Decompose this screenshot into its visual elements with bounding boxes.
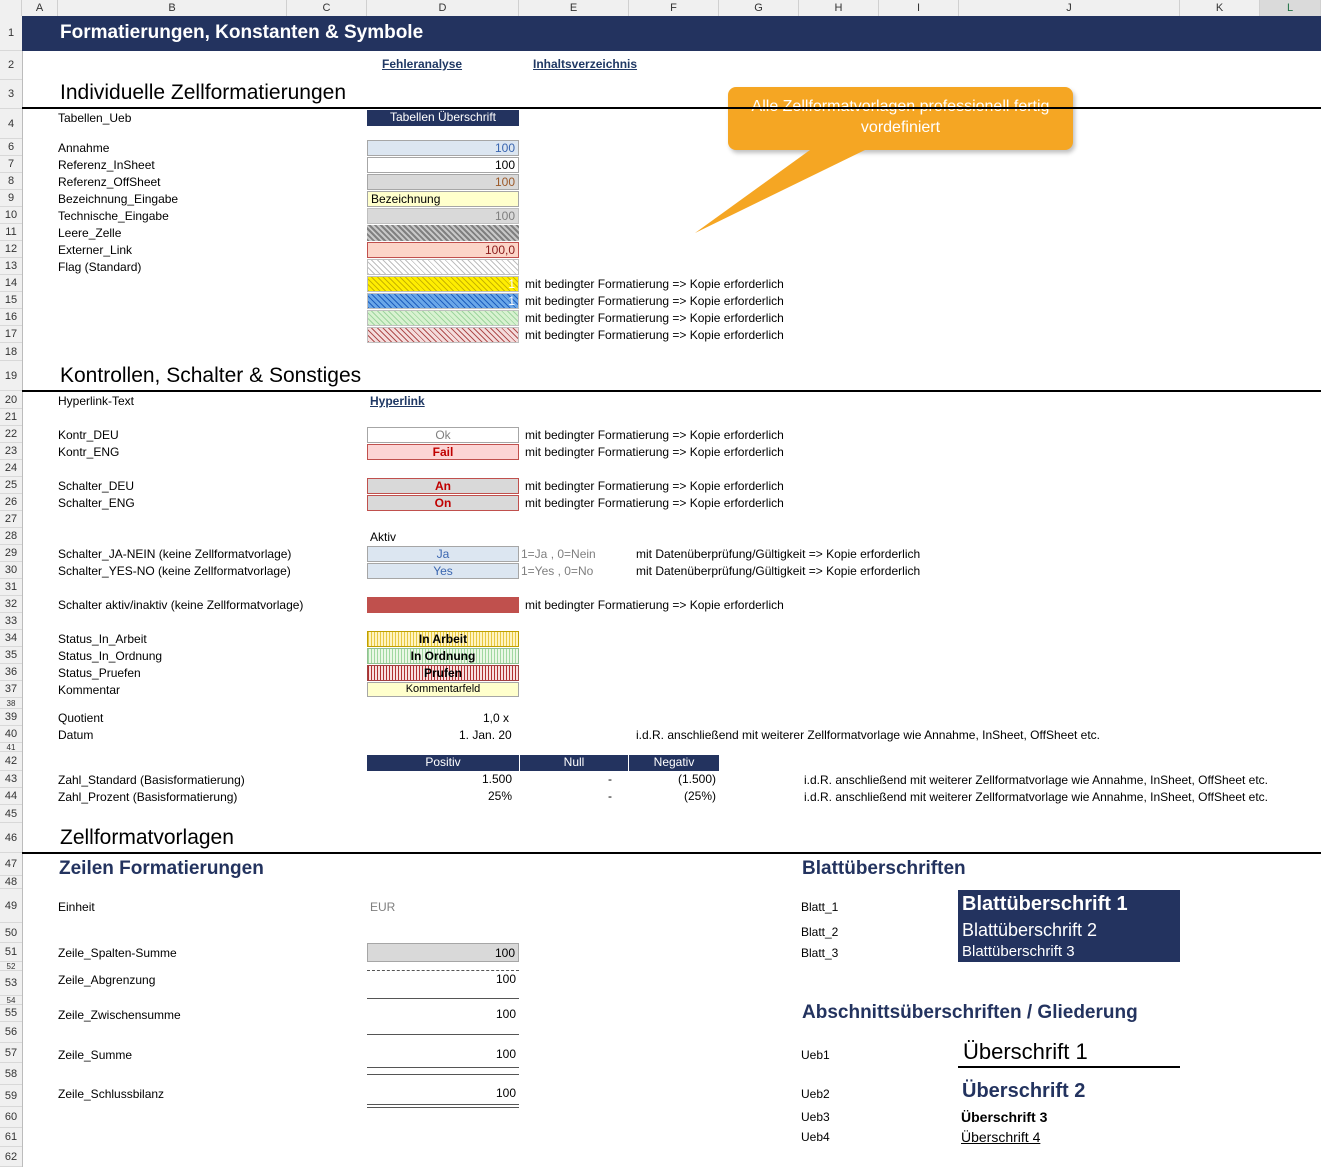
cell-zeile-schlussbilanz[interactable]: 100 — [495, 1086, 516, 1100]
cell-schalter-aktiv[interactable] — [367, 597, 519, 613]
row-header[interactable]: 4 — [0, 109, 22, 139]
row-header[interactable]: 35 — [0, 647, 22, 664]
row-header[interactable]: 61 — [0, 1128, 22, 1147]
value-zahl-standard-neg[interactable]: (1.500) — [677, 772, 716, 786]
label: Kontr_DEU — [58, 428, 119, 442]
label: Ueb2 — [801, 1087, 830, 1101]
cell-externer-link[interactable]: 100,0 — [367, 242, 519, 258]
value-datum[interactable]: 1. Jan. 20 — [459, 728, 512, 742]
row-header[interactable]: 47 — [0, 853, 22, 876]
row-header[interactable]: 48 — [0, 876, 22, 889]
cell-referenz-offsheet[interactable]: 100 — [367, 174, 519, 190]
row-header[interactable]: 1 — [0, 16, 22, 51]
section-heading: Individuelle Zellformatierungen — [60, 81, 346, 104]
label: Ueb3 — [801, 1110, 830, 1124]
row-header[interactable]: 30 — [0, 562, 22, 579]
label: Leere_Zelle — [58, 226, 122, 240]
row-header[interactable]: 55 — [0, 1005, 22, 1022]
summe-bottom-line — [367, 1067, 519, 1068]
label: Bezeichnung_Eingabe — [58, 192, 179, 206]
label: Zahl_Prozent (Basisformatierung) — [58, 790, 238, 804]
row-header[interactable]: 6 — [0, 139, 22, 156]
blatt-ueberschrift-2[interactable]: Blattüberschrift 2 — [962, 920, 1098, 940]
column-header[interactable]: G — [719, 0, 799, 16]
cell-zeile-summe[interactable]: 100 — [495, 1047, 516, 1061]
row-header[interactable]: 43 — [0, 771, 22, 788]
row-header[interactable]: 39 — [0, 709, 22, 726]
row-header[interactable]: 54 — [0, 996, 22, 1005]
label: Flag (Standard) — [58, 260, 142, 274]
label: Schalter_DEU — [58, 479, 135, 493]
note: mit bedingter Formatierung => Kopie erforderlich — [525, 496, 784, 510]
row-header[interactable]: 56 — [0, 1022, 22, 1043]
label: Referenz_OffSheet — [58, 175, 161, 189]
note: mit bedingter Formatierung => Kopie erforderlich — [525, 328, 784, 342]
label: Tabellen_Ueb — [58, 111, 132, 125]
column-header[interactable]: E — [519, 0, 629, 16]
row-header[interactable]: 19 — [0, 361, 22, 391]
row-header[interactable]: 7 — [0, 156, 22, 173]
subheading-abschnitt: Abschnittsüberschriften / Gliederung — [802, 1002, 1138, 1023]
label: Zeile_Spalten-Summe — [58, 946, 177, 960]
label: Status_In_Ordnung — [58, 649, 163, 663]
row-header[interactable]: 2 — [0, 51, 22, 80]
summe-line — [367, 1034, 519, 1035]
cell-zeile-spalten-summe[interactable]: 100 — [367, 943, 519, 962]
label: Annahme — [58, 141, 110, 155]
column-header[interactable]: D — [367, 0, 519, 16]
label: Zeile_Schlussbilanz — [58, 1087, 165, 1101]
hyperlink-cell[interactable]: Hyperlink — [370, 394, 425, 408]
note: mit bedingter Formatierung => Kopie erforderlich — [525, 598, 784, 612]
abgrenzung-line — [367, 970, 519, 971]
value-zahl-prozent-neg[interactable]: (25%) — [683, 789, 716, 803]
blatt-ueberschrift-1[interactable]: Blattüberschrift 1 — [962, 893, 1128, 915]
cell-status-in-arbeit[interactable]: In Arbeit — [367, 631, 519, 647]
row-header[interactable]: 10 — [0, 207, 22, 224]
header-positiv: Positiv — [367, 755, 519, 771]
ueberschrift-3[interactable]: Überschrift 3 — [961, 1109, 1048, 1125]
label: Zahl_Standard (Basisformatierung) — [58, 773, 245, 787]
column-header[interactable]: J — [959, 0, 1180, 16]
row-header[interactable]: 36 — [0, 664, 22, 681]
label: Schalter_JA-NEIN (keine Zellformatvorlage) — [58, 547, 292, 561]
cell-schalter-yes-no[interactable]: Yes — [367, 563, 519, 579]
row-header[interactable]: 38 — [0, 698, 22, 709]
row-header[interactable]: 18 — [0, 343, 22, 361]
sheet-title: Formatierungen, Konstanten & Symbole — [60, 22, 424, 43]
row-header[interactable]: 13 — [0, 258, 22, 275]
ueberschrift-4[interactable]: Überschrift 4 — [961, 1129, 1041, 1145]
note: mit bedingter Formatierung => Kopie erforderlich — [525, 445, 784, 459]
note: i.d.R. anschließend mit weiterer Zellformatvorlage wie Annahme, InSheet, OffSheet etc. — [804, 790, 1269, 804]
link-inhaltsverzeichnis[interactable]: Inhaltsverzeichnis — [533, 57, 638, 71]
row-header[interactable]: 28 — [0, 528, 22, 545]
label: Schalter_YES-NO (keine Zellformatvorlage) — [58, 564, 291, 578]
row-header[interactable]: 42 — [0, 752, 22, 771]
cell-flag-yellow[interactable]: 1 — [367, 276, 519, 292]
label: Zeile_Summe — [58, 1048, 133, 1062]
label: Ueb1 — [801, 1048, 830, 1062]
section-divider — [22, 390, 1321, 392]
row-header[interactable]: 58 — [0, 1063, 22, 1085]
schlussbilanz-line — [367, 1074, 519, 1075]
cell-flag-standard[interactable] — [367, 259, 519, 275]
label: Schalter_ENG — [58, 496, 135, 510]
value-zahl-prozent-null[interactable]: - — [608, 789, 612, 803]
row-header[interactable]: 37 — [0, 681, 22, 698]
cell-flag-blue[interactable]: 1 — [367, 293, 519, 309]
row-header[interactable]: 62 — [0, 1147, 22, 1167]
info-callout: Alle Zellformatvorlagen professionell fertig vordefiniert — [728, 87, 1073, 150]
row-header[interactable]: 41 — [0, 743, 22, 752]
cell-leere-zelle[interactable] — [367, 225, 519, 241]
cell-kommentarfeld[interactable]: Kommentarfeld — [367, 682, 519, 697]
cell-kontr-eng[interactable]: Fail — [367, 444, 519, 460]
cell-technische-eingabe[interactable]: 100 — [367, 208, 519, 224]
link-fehleranalyse[interactable]: Fehleranalyse — [382, 57, 463, 71]
label: Blatt_1 — [801, 900, 839, 914]
cell-referenz-insheet[interactable]: 100 — [367, 157, 519, 173]
column-header[interactable]: C — [287, 0, 367, 16]
cell-annahme[interactable]: 100 — [367, 140, 519, 156]
cell-flag-green[interactable] — [367, 310, 519, 326]
row-header[interactable]: 22 — [0, 426, 22, 443]
ueberschrift-2[interactable]: Überschrift 2 — [962, 1080, 1086, 1102]
cell-status-in-ordnung[interactable]: In Ordnung — [367, 648, 519, 664]
cell-zeile-zwischensumme[interactable]: 100 — [495, 1007, 516, 1021]
cell-tabellen-ueberschrift[interactable]: Tabellen Überschrift — [367, 110, 519, 126]
label: Zeile_Zwischensumme — [58, 1008, 181, 1022]
cell-flag-red[interactable] — [367, 327, 519, 343]
row-header[interactable]: 52 — [0, 962, 22, 971]
row-header[interactable]: 12 — [0, 241, 22, 258]
row-header[interactable]: 44 — [0, 788, 22, 805]
label: Hyperlink-Text — [58, 394, 135, 408]
label: Ueb4 — [801, 1130, 830, 1144]
row-header[interactable]: 17 — [0, 326, 22, 343]
cell-bezeichnung[interactable]: Bezeichnung — [367, 191, 519, 207]
hint: 1=Yes , 0=No — [521, 564, 594, 578]
header-null: Null — [520, 755, 628, 771]
hint: 1=Ja , 0=Nein — [521, 547, 596, 561]
note: mit bedingter Formatierung => Kopie erforderlich — [525, 311, 784, 325]
row-header[interactable]: 26 — [0, 494, 22, 511]
label: Blatt_3 — [801, 946, 839, 960]
row-header[interactable]: 46 — [0, 823, 22, 853]
note: mit Datenüberprüfung/Gültigkeit => Kopie erforderlich — [636, 547, 921, 561]
label: Zeile_Abgrenzung — [58, 973, 156, 987]
row-header[interactable]: 57 — [0, 1043, 22, 1063]
column-header[interactable]: A — [22, 0, 58, 16]
value-quotient[interactable]: 1,0 x — [483, 711, 510, 725]
cell-zeile-abgrenzung[interactable]: 100 — [495, 972, 516, 986]
cell-status-pruefen[interactable]: Prufen — [367, 665, 519, 681]
column-header[interactable]: H — [799, 0, 879, 16]
note: i.d.R. anschließend mit weiterer Zellformatvorlage wie Annahme, InSheet, OffSheet etc. — [804, 773, 1269, 787]
label: Schalter aktiv/inaktiv (keine Zellformatvorlage) — [58, 598, 304, 612]
note: mit Datenüberprüfung/Gültigkeit => Kopie erforderlich — [636, 564, 921, 578]
subheading-zeilen: Zeilen Formatierungen — [59, 858, 264, 879]
row-header[interactable]: 32 — [0, 596, 22, 613]
label: Referenz_InSheet — [58, 158, 155, 172]
row-header[interactable]: 45 — [0, 805, 22, 823]
row-header[interactable]: 3 — [0, 80, 22, 109]
label: Status_Pruefen — [58, 666, 141, 680]
row-header[interactable]: 20 — [0, 391, 22, 409]
header-negativ: Negativ — [629, 755, 719, 771]
column-header-bar — [0, 0, 1321, 17]
row-header[interactable]: 8 — [0, 173, 22, 190]
column-header[interactable]: I — [879, 0, 959, 16]
section-heading: Kontrollen, Schalter & Sonstiges — [60, 364, 362, 387]
note: mit bedingter Formatierung => Kopie erforderlich — [525, 277, 784, 291]
row-header[interactable]: 34 — [0, 630, 22, 647]
note: mit bedingter Formatierung => Kopie erforderlich — [525, 428, 784, 442]
label: Datum — [58, 728, 94, 742]
row-header[interactable]: 27 — [0, 511, 22, 528]
value-zahl-standard-null[interactable]: - — [608, 772, 612, 786]
row-header[interactable]: 53 — [0, 971, 22, 996]
cell-schalter-deu[interactable]: An — [367, 478, 519, 494]
row-header[interactable]: 40 — [0, 726, 22, 743]
row-header[interactable]: 14 — [0, 275, 22, 292]
label: Blatt_2 — [801, 925, 839, 939]
cell-kontr-deu[interactable]: Ok — [367, 427, 519, 443]
value-zahl-standard-pos[interactable]: 1.500 — [481, 772, 512, 786]
value-einheit[interactable]: EUR — [370, 900, 396, 914]
row-header[interactable]: 49 — [0, 889, 22, 923]
row-header[interactable]: 21 — [0, 409, 22, 426]
callout-pointer — [690, 145, 870, 240]
column-header[interactable]: F — [629, 0, 719, 16]
row-header[interactable]: 11 — [0, 224, 22, 241]
row-header-bar — [0, 16, 23, 1167]
row-header[interactable]: 24 — [0, 460, 22, 477]
ueberschrift-1[interactable]: Überschrift 1 — [963, 1039, 1088, 1064]
note: i.d.R. anschließend mit weiterer Zellformatvorlage wie Annahme, InSheet, OffSheet etc. — [636, 728, 1101, 742]
row-header[interactable]: 23 — [0, 443, 22, 460]
label: Technische_Eingabe — [58, 209, 169, 223]
label: Quotient — [58, 711, 104, 725]
row-header[interactable]: 51 — [0, 943, 22, 962]
row-header[interactable]: 15 — [0, 292, 22, 309]
select-all-corner[interactable] — [0, 0, 22, 16]
label: Externer_Link — [58, 243, 133, 257]
column-header-selected[interactable]: L — [1260, 0, 1321, 16]
section-heading: Zellformatvorlagen — [60, 826, 234, 849]
cell-schalter-ja-nein[interactable]: Ja — [367, 546, 519, 562]
row-header[interactable]: 16 — [0, 309, 22, 326]
zwischensumme-line — [367, 998, 519, 999]
double-underline — [367, 1104, 519, 1108]
row-header[interactable]: 29 — [0, 545, 22, 562]
section-divider — [22, 852, 1321, 854]
label: Kommentar — [58, 683, 121, 697]
column-header[interactable]: B — [58, 0, 287, 16]
label: Einheit — [58, 900, 95, 914]
label-aktiv: Aktiv — [370, 530, 397, 544]
note: mit bedingter Formatierung => Kopie erforderlich — [525, 294, 784, 308]
row-header[interactable]: 25 — [0, 477, 22, 494]
row-header[interactable]: 60 — [0, 1107, 22, 1128]
row-header[interactable]: 59 — [0, 1085, 22, 1107]
section-divider — [22, 107, 1321, 109]
ueberschrift-1-underline — [958, 1066, 1180, 1068]
value-zahl-prozent-pos[interactable]: 25% — [487, 789, 512, 803]
cell-schalter-eng[interactable]: On — [367, 495, 519, 511]
row-header[interactable]: 50 — [0, 923, 22, 943]
row-header[interactable]: 9 — [0, 190, 22, 207]
row-header[interactable]: 31 — [0, 579, 22, 596]
subheading-blatt: Blattüberschriften — [802, 858, 966, 879]
blatt-ueberschrift-3[interactable]: Blattüberschrift 3 — [962, 943, 1075, 960]
label: Status_In_Arbeit — [58, 632, 147, 646]
column-header[interactable]: K — [1180, 0, 1260, 16]
note: mit bedingter Formatierung => Kopie erforderlich — [525, 479, 784, 493]
row-header[interactable]: 33 — [0, 613, 22, 630]
label: Kontr_ENG — [58, 445, 120, 459]
